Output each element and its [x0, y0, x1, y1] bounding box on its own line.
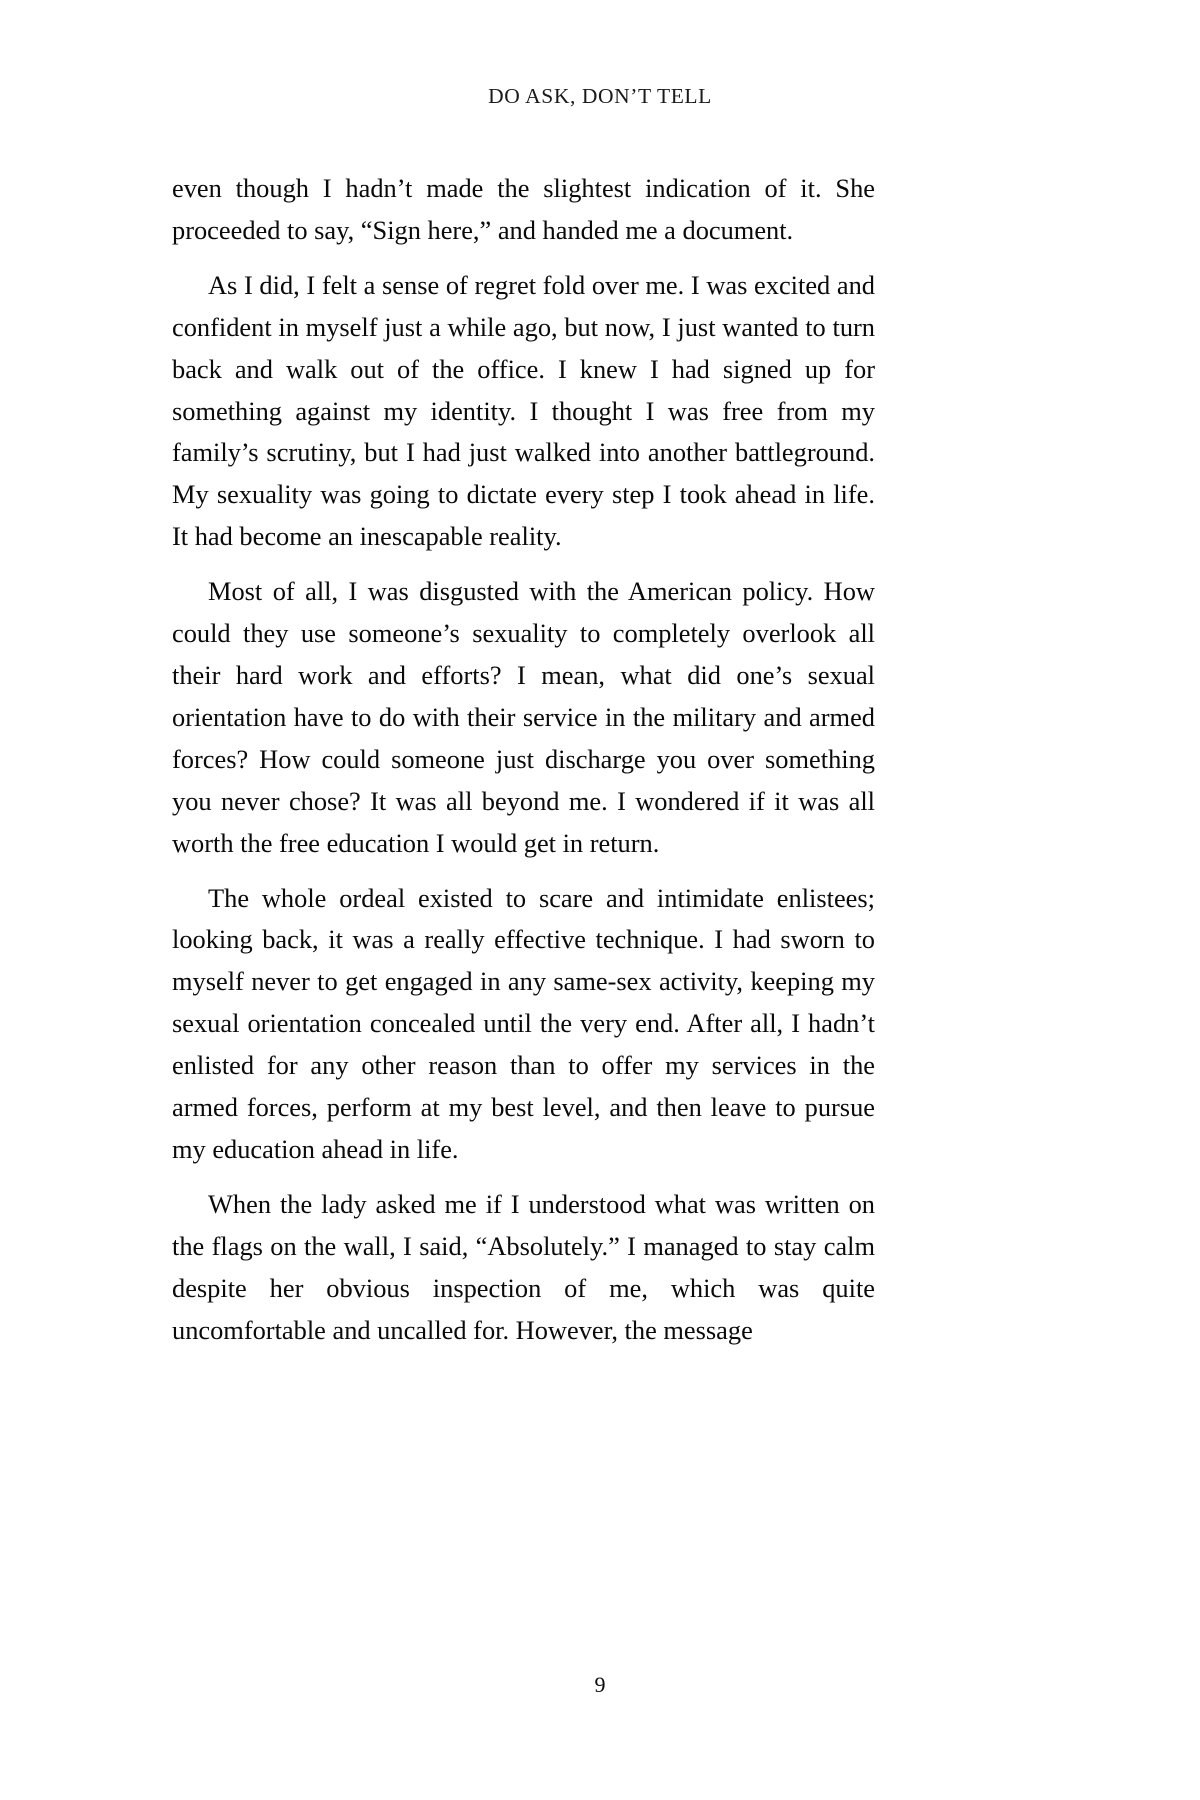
paragraph-2: As I did, I felt a sense of regret fold over me. I was excited and confident in myself just a while ago, but now, I just wanted to turn back and walk out of the office. I knew I had signed up for something against my identity. I thought I was free from my family’s scrutiny, but I had just walked into another battleground. My sexuality was going to dictate every step I took ahead in life. It had become an inescapable reality.	[172, 269, 875, 552]
paragraph-1: even though I hadn’t made the slightest indication of it. She proceeded to say, “Sign here,” and handed me a document.	[172, 173, 875, 245]
running-header: DO ASK, DON’T TELL	[488, 84, 712, 108]
body-text-column	[172, 168, 875, 1351]
page-number: 9	[594, 1672, 606, 1697]
paragraph-5: When the lady asked me if I understood what was written on the flags on the wall, I said, “Absolutely.” I managed to stay calm despite her obvious inspection of me, which was quite uncomfortable and uncalled for. However, the message	[172, 1188, 875, 1345]
paragraph-3: Most of all, I was disgusted with the American policy. How could they use someone’s sexuality to completely overlook all their hard work and efforts? I mean, what did one’s sexual orientation have to do with their service in the military and armed forces? How could someone just discharge you over something you never chose? It was all beyond me. I wondered if it was all worth the free education I would get in return.	[172, 576, 875, 858]
paragraph-4: The whole ordeal existed to scare and intimidate enlistees; looking back, it was a really effective technique. I had sworn to myself never to get engaged in any same-sex activity, keeping my sexual orientation concealed until the very end. After all, I hadn’t enlisted for any other reason than to offer my services in the armed forces, perform at my best level, and then leave to pursue my education ahead in life.	[172, 882, 875, 1164]
